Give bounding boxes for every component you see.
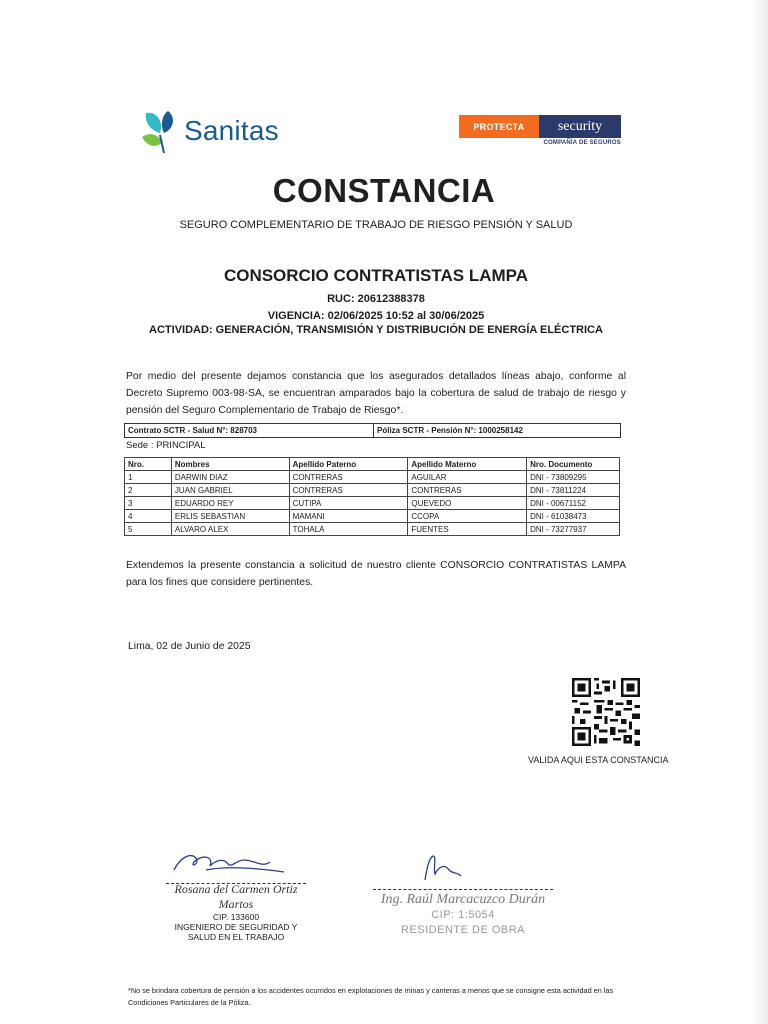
signer-1-name: Rosana del Carmen Ortiz Martos	[174, 882, 298, 911]
signer-2-cip: CIP: 1:5054	[431, 909, 495, 921]
table-cell: CONTRERAS	[289, 471, 408, 484]
page-edge-shadow	[754, 0, 768, 1024]
table-cell: CCOPA	[408, 510, 527, 523]
table-row	[125, 471, 620, 484]
signature-block-1	[166, 848, 306, 942]
table-cell: DNI - 73811224	[527, 484, 620, 497]
sanitas-leaf-icon	[138, 107, 182, 155]
insured-table	[124, 457, 620, 536]
table-cell: CUTIPA	[289, 497, 408, 510]
table-cell: CONTRERAS	[289, 484, 408, 497]
contract-bar	[124, 423, 621, 438]
company-name: CONSORCIO CONTRATISTAS LAMPA	[223, 266, 529, 285]
table-row	[125, 484, 620, 497]
table-cell: EDUARDO REY	[171, 497, 289, 510]
table-header-row	[125, 458, 620, 471]
protecta-subtitle: COMPAÑÍA DE SEGUROS	[543, 140, 621, 146]
sede-label: Sede : PRINCIPAL	[126, 440, 206, 451]
table-cell: JUAN GABRIEL	[171, 484, 289, 497]
closing-paragraph: Extendemos la presente constancia a solicitud de nuestro cliente CONSORCIO CONTRATISTAS LAMPA para los fines que considere pertinentes.	[126, 560, 626, 588]
signature-block-2	[373, 852, 553, 938]
table-header: Nro. Documento	[527, 458, 620, 471]
signer-1-role-line-2: SALUD EN EL TRABAJO	[187, 932, 285, 942]
issue-date: Lima, 02 de Junio de 2025	[128, 641, 251, 652]
signer-1-role-line-1: INGENIERO DE SEGURIDAD Y	[174, 922, 298, 932]
intro-paragraph: Por medio del presente dejamos constancia que los asegurados detallados líneas abajo, conforme al Decreto Supremo 003-98-SA, se encuentran amparados bajo la cobertura de salud de trabajo de riesgo y pensión del Seguro Complementario de Trabajo de Riesgo*.	[126, 371, 626, 416]
table-cell: 4	[125, 510, 172, 523]
table-cell: ERLIS SEBASTIAN	[171, 510, 289, 523]
table-cell: ALVARO ALEX	[171, 523, 289, 536]
table-cell: 5	[125, 523, 172, 536]
signer-2-role: RESIDENTE DE OBRA	[400, 924, 526, 936]
signer-2-name: Ing. Raúl Marcacuzco Durán	[380, 892, 546, 907]
table-cell: DNI - 00671152	[527, 497, 620, 510]
table-cell: DNI - 61038473	[527, 510, 620, 523]
table-cell: DNI - 73277937	[527, 523, 620, 536]
table-header: Nro.	[125, 458, 172, 471]
table-cell: AGUILAR	[408, 471, 527, 484]
table-row	[125, 497, 620, 510]
vigencia-line: VIGENCIA: 02/06/2025 10:52 al 30/06/2025	[267, 310, 485, 322]
actividad-line: ACTIVIDAD: GENERACIÓN, TRANSMISIÓN Y DISTRIBUCIÓN DE ENERGÍA ELÉCTRICA	[149, 324, 603, 336]
table-header: Apellido Materno	[408, 458, 527, 471]
poliza-pension: Póliza SCTR - Pensión N°: 1000258142	[377, 426, 523, 435]
table-cell: 1	[125, 471, 172, 484]
contract-salud: Contrato SCTR - Salud N°: 828703	[125, 424, 374, 437]
qr-validation-label: VALIDA AQUI ESTA CONSTANCIA	[528, 755, 669, 765]
table-cell: DNI - 73809295	[527, 471, 620, 484]
table-cell: TOHALA	[289, 523, 408, 536]
footnote: *No se brindara cobertura de pensión a los accidentes ocurridos en explotaciones de minas y canteras a menos que se consigne esta actividad en las Condiciones Particulares de la Póliza.	[128, 986, 614, 1007]
table-cell: MAMANI	[289, 510, 408, 523]
table-cell: CONTRERAS	[408, 484, 527, 497]
security-label: security	[539, 115, 621, 138]
qr-code-icon[interactable]	[572, 678, 640, 746]
ruc-line: RUC: 20612388378	[327, 293, 425, 305]
sanitas-logo	[138, 106, 279, 156]
table-header: Nombres	[171, 458, 289, 471]
table-cell: FUENTES	[408, 523, 527, 536]
document-subtitle: SEGURO COMPLEMENTARIO DE TRABAJO DE RIESGO PENSIÓN Y SALUD	[179, 219, 573, 231]
table-cell: 2	[125, 484, 172, 497]
table-cell: 3	[125, 497, 172, 510]
handwritten-signature-2	[373, 852, 553, 884]
handwritten-signature-1	[166, 848, 306, 878]
sanitas-wordmark: Sanitas	[184, 115, 279, 146]
signer-1-cip: CIP. 133600	[212, 912, 260, 922]
table-row	[125, 523, 620, 536]
table-row	[125, 510, 620, 523]
table-header: Apellido Paterno	[289, 458, 408, 471]
table-cell: DARWIN DIAZ	[171, 471, 289, 484]
protecta-security-logo	[459, 115, 621, 146]
protecta-label: PROTECTA	[459, 115, 539, 138]
document-title: CONSTANCIA	[272, 172, 496, 209]
table-cell: QUEVEDO	[408, 497, 527, 510]
